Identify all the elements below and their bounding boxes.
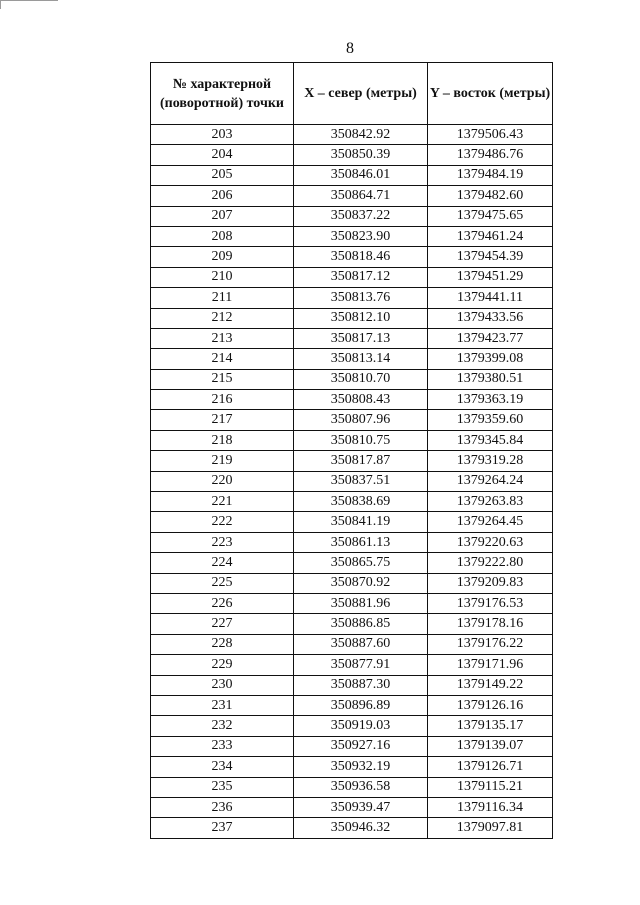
table-row [151, 492, 553, 512]
cell-point-number: 224 [151, 553, 294, 573]
cell-x-north: 350812.10 [294, 308, 428, 328]
cell-point-number: 228 [151, 634, 294, 654]
cell-x-north: 350881.96 [294, 593, 428, 613]
cell-y-east: 1379380.51 [428, 369, 553, 389]
cell-x-north: 350837.51 [294, 471, 428, 491]
header-x-north: X – север (метры) [294, 63, 428, 125]
cell-x-north: 350813.76 [294, 288, 428, 308]
table-row [151, 349, 553, 369]
cell-x-north: 350838.69 [294, 492, 428, 512]
cell-x-north: 350807.96 [294, 410, 428, 430]
cell-point-number: 226 [151, 593, 294, 613]
cell-y-east: 1379359.60 [428, 410, 553, 430]
cell-point-number: 229 [151, 655, 294, 675]
cell-y-east: 1379264.24 [428, 471, 553, 491]
cell-y-east: 1379423.77 [428, 328, 553, 348]
cell-y-east: 1379461.24 [428, 226, 553, 246]
table-row [151, 186, 553, 206]
cell-point-number: 223 [151, 532, 294, 552]
cell-x-north: 350817.12 [294, 267, 428, 287]
table-body [151, 125, 553, 839]
cell-point-number: 232 [151, 716, 294, 736]
cell-point-number: 236 [151, 797, 294, 817]
cell-point-number: 215 [151, 369, 294, 389]
cell-x-north: 350870.92 [294, 573, 428, 593]
cell-y-east: 1379506.43 [428, 125, 553, 145]
cell-point-number: 217 [151, 410, 294, 430]
cell-point-number: 206 [151, 186, 294, 206]
cell-y-east: 1379220.63 [428, 532, 553, 552]
cell-point-number: 210 [151, 267, 294, 287]
cell-y-east: 1379486.76 [428, 145, 553, 165]
cell-x-north: 350818.46 [294, 247, 428, 267]
cell-y-east: 1379176.53 [428, 593, 553, 613]
cell-point-number: 222 [151, 512, 294, 532]
cell-y-east: 1379451.29 [428, 267, 553, 287]
table-row [151, 390, 553, 410]
table-row [151, 736, 553, 756]
cell-point-number: 214 [151, 349, 294, 369]
cell-point-number: 235 [151, 777, 294, 797]
cell-x-north: 350927.16 [294, 736, 428, 756]
table-row [151, 247, 553, 267]
cell-x-north: 350810.75 [294, 430, 428, 450]
cell-point-number: 207 [151, 206, 294, 226]
cell-y-east: 1379171.96 [428, 655, 553, 675]
table-row [151, 308, 553, 328]
cell-y-east: 1379482.60 [428, 186, 553, 206]
cell-y-east: 1379363.19 [428, 390, 553, 410]
cell-x-north: 350846.01 [294, 165, 428, 185]
cell-y-east: 1379149.22 [428, 675, 553, 695]
table-row [151, 797, 553, 817]
cell-x-north: 350864.71 [294, 186, 428, 206]
cell-y-east: 1379264.45 [428, 512, 553, 532]
cell-x-north: 350865.75 [294, 553, 428, 573]
page-number: 8 [346, 40, 354, 57]
table-row [151, 165, 553, 185]
cell-y-east: 1379222.80 [428, 553, 553, 573]
cell-point-number: 227 [151, 614, 294, 634]
table-row [151, 471, 553, 491]
cell-point-number: 208 [151, 226, 294, 246]
cell-point-number: 213 [151, 328, 294, 348]
cell-y-east: 1379178.16 [428, 614, 553, 634]
cell-y-east: 1379209.83 [428, 573, 553, 593]
cell-point-number: 211 [151, 288, 294, 308]
cell-y-east: 1379345.84 [428, 430, 553, 450]
table-row [151, 757, 553, 777]
cell-y-east: 1379135.17 [428, 716, 553, 736]
cell-x-north: 350939.47 [294, 797, 428, 817]
scan-corner-mark [0, 0, 58, 9]
cell-x-north: 350810.70 [294, 369, 428, 389]
table-row [151, 451, 553, 471]
cell-y-east: 1379176.22 [428, 634, 553, 654]
cell-y-east: 1379433.56 [428, 308, 553, 328]
cell-point-number: 203 [151, 125, 294, 145]
cell-point-number: 218 [151, 430, 294, 450]
cell-point-number: 204 [151, 145, 294, 165]
cell-point-number: 230 [151, 675, 294, 695]
table-header-row [151, 63, 553, 125]
cell-x-north: 350841.19 [294, 512, 428, 532]
table-row [151, 777, 553, 797]
table-row [151, 410, 553, 430]
table-row [151, 430, 553, 450]
table-row [151, 655, 553, 675]
cell-y-east: 1379441.11 [428, 288, 553, 308]
table-row [151, 125, 553, 145]
cell-y-east: 1379484.19 [428, 165, 553, 185]
header-point-number: № характерной (поворотной) точки [151, 63, 294, 125]
cell-x-north: 350936.58 [294, 777, 428, 797]
table-row [151, 532, 553, 552]
cell-point-number: 205 [151, 165, 294, 185]
table-row [151, 634, 553, 654]
cell-y-east: 1379475.65 [428, 206, 553, 226]
cell-point-number: 231 [151, 695, 294, 715]
cell-x-north: 350837.22 [294, 206, 428, 226]
cell-x-north: 350808.43 [294, 390, 428, 410]
cell-y-east: 1379097.81 [428, 818, 553, 838]
cell-x-north: 350877.91 [294, 655, 428, 675]
cell-x-north: 350813.14 [294, 349, 428, 369]
cell-y-east: 1379399.08 [428, 349, 553, 369]
cell-x-north: 350817.13 [294, 328, 428, 348]
header-y-east: Y – восток (метры) [428, 63, 553, 125]
cell-point-number: 233 [151, 736, 294, 756]
table-row [151, 675, 553, 695]
table-row [151, 573, 553, 593]
cell-y-east: 1379115.21 [428, 777, 553, 797]
table-row [151, 553, 553, 573]
cell-point-number: 237 [151, 818, 294, 838]
table-row [151, 288, 553, 308]
cell-y-east: 1379454.39 [428, 247, 553, 267]
table-row [151, 206, 553, 226]
cell-x-north: 350932.19 [294, 757, 428, 777]
cell-x-north: 350861.13 [294, 532, 428, 552]
table-row [151, 369, 553, 389]
cell-y-east: 1379126.71 [428, 757, 553, 777]
cell-y-east: 1379139.07 [428, 736, 553, 756]
cell-x-north: 350850.39 [294, 145, 428, 165]
cell-x-north: 350886.85 [294, 614, 428, 634]
table-row [151, 267, 553, 287]
cell-x-north: 350887.60 [294, 634, 428, 654]
cell-x-north: 350842.92 [294, 125, 428, 145]
cell-point-number: 221 [151, 492, 294, 512]
cell-y-east: 1379126.16 [428, 695, 553, 715]
table-row [151, 593, 553, 613]
cell-x-north: 350817.87 [294, 451, 428, 471]
cell-x-north: 350946.32 [294, 818, 428, 838]
cell-point-number: 220 [151, 471, 294, 491]
cell-point-number: 234 [151, 757, 294, 777]
cell-x-north: 350823.90 [294, 226, 428, 246]
table-row [151, 614, 553, 634]
cell-x-north: 350887.30 [294, 675, 428, 695]
cell-point-number: 209 [151, 247, 294, 267]
table-row [151, 512, 553, 532]
cell-y-east: 1379263.83 [428, 492, 553, 512]
coordinates-table [150, 62, 553, 839]
cell-x-north: 350896.89 [294, 695, 428, 715]
cell-point-number: 212 [151, 308, 294, 328]
cell-point-number: 219 [151, 451, 294, 471]
cell-y-east: 1379116.34 [428, 797, 553, 817]
table-row [151, 328, 553, 348]
table-row [151, 818, 553, 838]
cell-y-east: 1379319.28 [428, 451, 553, 471]
table-row [151, 695, 553, 715]
cell-point-number: 216 [151, 390, 294, 410]
table-row [151, 226, 553, 246]
table-row [151, 716, 553, 736]
cell-x-north: 350919.03 [294, 716, 428, 736]
table-row [151, 145, 553, 165]
cell-point-number: 225 [151, 573, 294, 593]
